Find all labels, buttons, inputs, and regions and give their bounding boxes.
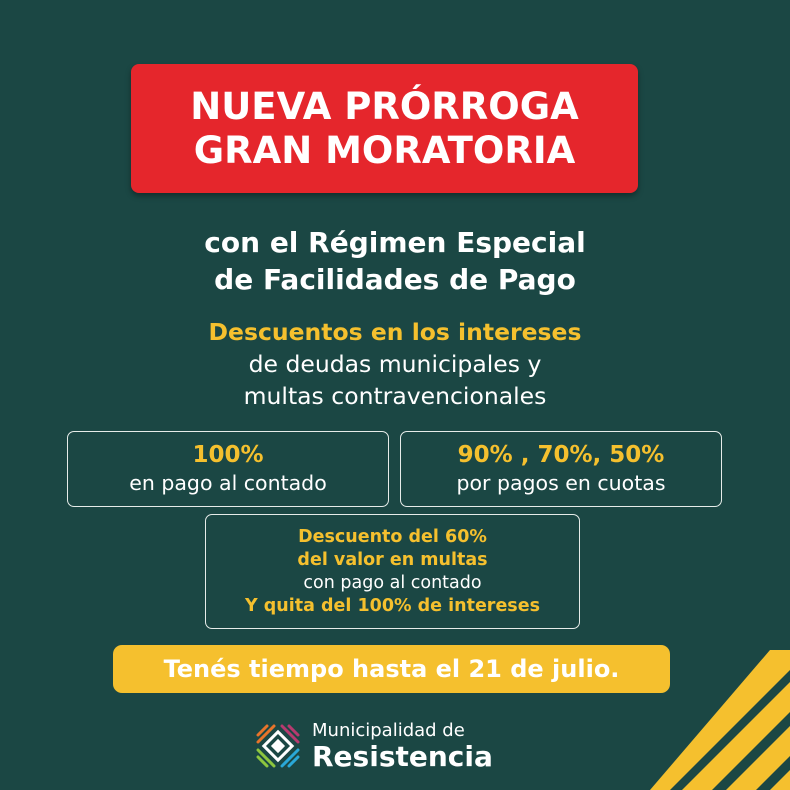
subtitle-line-1: con el Régimen Especial	[204, 226, 586, 259]
decorative-stripes	[650, 650, 790, 790]
offer-box-installments	[400, 431, 722, 507]
headline-line-2: GRAN MORATORIA	[193, 128, 576, 172]
description-line-2: de deudas municipales y	[248, 350, 542, 378]
offer-cash-text: en pago al contado	[129, 471, 327, 495]
offer-installments-value: 90% , 70%, 50%	[457, 442, 665, 468]
offer-box-cash	[67, 431, 389, 507]
description-highlight: Descuentos en los intereses	[208, 318, 582, 346]
description-line-3: multas contravencionales	[243, 382, 547, 410]
subtitle-line-2: de Facilidades de Pago	[214, 263, 576, 296]
headline-line-1: NUEVA PRÓRROGA	[190, 84, 579, 128]
municipality-logo	[254, 720, 494, 773]
deadline-banner	[113, 645, 670, 693]
subtitle	[0, 224, 790, 298]
fines-line-1: Descuento del 60%	[298, 526, 487, 547]
offer-installments-text: por pagos en cuotas	[456, 471, 666, 495]
offer-box-fines	[205, 514, 580, 629]
logo-line-2: Resistencia	[312, 740, 493, 773]
municipality-logo-icon	[254, 722, 302, 770]
fines-line-3: con pago al contado	[303, 572, 482, 593]
description	[0, 316, 790, 412]
logo-line-1: Municipalidad de	[312, 720, 465, 741]
logo-text	[312, 720, 493, 772]
offer-cash-value: 100%	[192, 442, 264, 468]
fines-line-4: Y quita del 100% de intereses	[244, 595, 541, 616]
fines-line-2: del valor en multas	[297, 549, 488, 570]
deadline-text: Tenés tiempo hasta el 21 de julio.	[163, 655, 620, 683]
headline-banner	[131, 64, 638, 193]
